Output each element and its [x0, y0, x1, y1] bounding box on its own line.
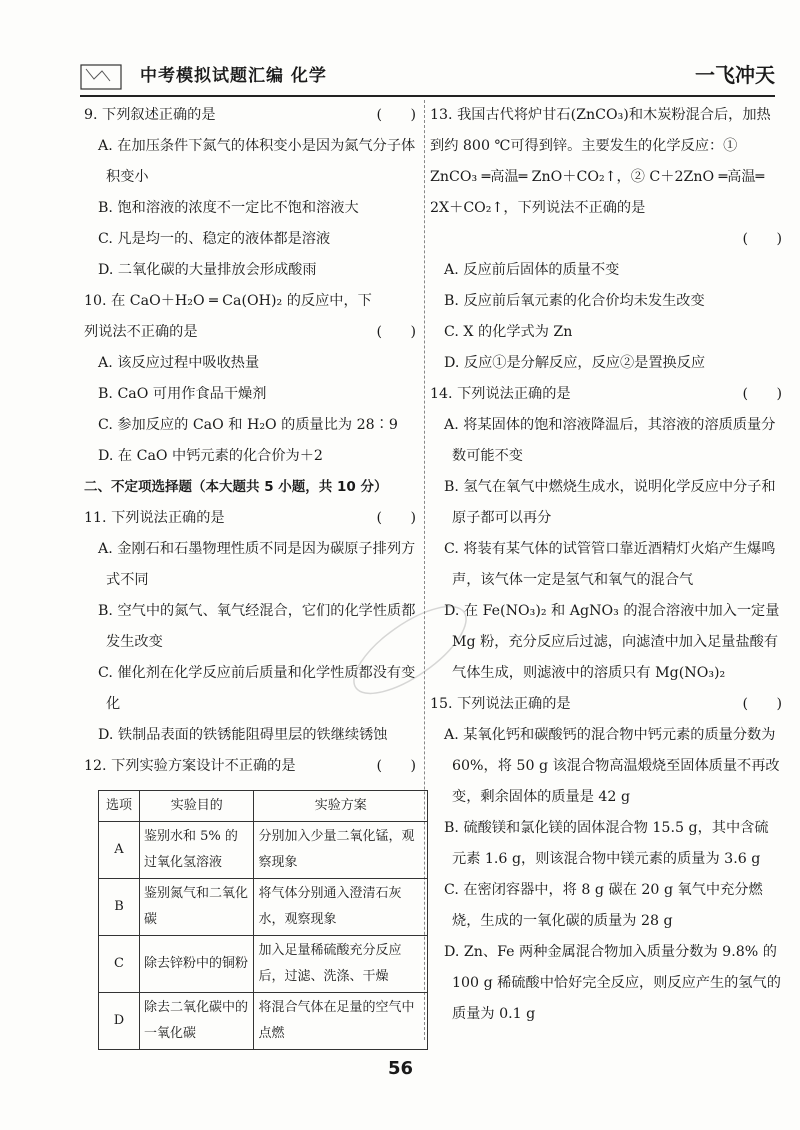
option-d: D. 二氧化碳的大量排放会形成酸雨 — [98, 262, 317, 278]
answer-paren: ( ) — [376, 324, 416, 340]
table-row — [99, 822, 428, 879]
table-cell: C — [99, 936, 140, 993]
answer-paren: ( ) — [376, 758, 416, 774]
option-c: C. 凡是均一的、稳定的液体都是溶液 — [98, 231, 331, 247]
table-cell: 将气体分别通入澄清石灰水，观察现象 — [254, 879, 428, 936]
option-d: D. 反应①是分解反应，反应②是置换反应 — [444, 355, 706, 371]
table-header-row — [99, 791, 428, 822]
answer-paren: ( ) — [376, 107, 416, 123]
question-stem: 10. 在 CaO＋H₂O ═ Ca(OH)₂ 的反应中，下列说法不正确的是 — [84, 293, 372, 340]
table-header: 实验方案 — [254, 791, 428, 822]
page-header — [80, 55, 775, 95]
answer-paren: ( ) — [742, 696, 782, 712]
table-cell: B — [99, 879, 140, 936]
option-c: C. 在密闭容器中，将 8 g 碳在 20 g 氧气中充分燃烧，生成的一氧化碳的质量为 28 g — [444, 882, 763, 929]
table-cell: 鉴别氮气和二氧化碳 — [140, 879, 254, 936]
table-cell: D — [99, 993, 140, 1050]
header-rule — [80, 95, 775, 97]
page-number: 56 — [388, 1058, 414, 1079]
option-a: A. 某氧化钙和碳酸钙的混合物中钙元素的质量分数为 60%，将 50 g 该混合物高温煅烧至固体质量不再改变，剩余固体的质量是 42 g — [444, 727, 780, 805]
table-cell: 除去锌粉中的铜粉 — [140, 936, 254, 993]
question-9 — [84, 100, 416, 286]
question-stem: 11. 下列说法正确的是 — [84, 510, 225, 526]
option-a: A. 在加压条件下氮气的体积变小是因为氮气分子体积变小 — [98, 138, 416, 185]
table-row — [99, 936, 428, 993]
option-b: B. 硫酸镁和氯化镁的固体混合物 15.5 g，其中含硫元素 1.6 g，则该混合物中镁元素的质量为 3.6 g — [444, 820, 769, 867]
table-cell: 将混合气体在足量的空气中点燃 — [254, 993, 428, 1050]
table-row — [99, 993, 428, 1050]
experiment-table — [98, 790, 428, 1050]
table-cell: A — [99, 822, 140, 879]
table-cell: 加入足量稀硫酸充分反应后，过滤、洗涤、干燥 — [254, 936, 428, 993]
option-a: A. 金刚石和石墨物理性质不同是因为碳原子排列方式不同 — [98, 541, 416, 588]
option-d: D. Zn、Fe 两种金属混合物加入质量分数为 9.8% 的 100 g 稀硫酸中恰好完全反应，则反应产生的氢气的质量为 0.1 g — [444, 944, 781, 1022]
table-cell: 除去二氧化碳中的一氧化碳 — [140, 993, 254, 1050]
option-b: B. 饱和溶液的浓度不一定比不饱和溶液大 — [98, 200, 359, 216]
table-header: 选项 — [99, 791, 140, 822]
option-b: B. CaO 可用作食品干燥剂 — [98, 386, 267, 402]
question-10 — [84, 286, 416, 472]
answer-paren: ( ) — [376, 510, 416, 526]
question-stem: 12. 下列实验方案设计不正确的是 — [84, 758, 296, 774]
right-column — [430, 100, 782, 1030]
brand-logo: 一飞冲天 — [695, 63, 775, 87]
option-a: A. 该反应过程中吸收热量 — [98, 355, 260, 371]
table-row — [99, 879, 428, 936]
question-12 — [84, 751, 416, 1050]
question-stem: 9. 下列叙述正确的是 — [84, 107, 216, 123]
option-b: B. 氢气在氧气中燃烧生成水，说明化学反应中分子和原子都可以再分 — [444, 479, 776, 526]
section-heading: 二、不定项选择题（本大题共 5 小题，共 10 分） — [84, 479, 388, 495]
question-15 — [430, 689, 782, 1030]
table-header: 实验目的 — [140, 791, 254, 822]
answer-paren: ( ) — [742, 231, 782, 247]
option-a: A. 反应前后固体的质量不变 — [444, 262, 620, 278]
answer-paren: ( ) — [742, 386, 782, 402]
option-d: D. 在 Fe(NO₃)₂ 和 AgNO₃ 的混合溶液中加入一定量 Mg 粉，充分反应后过滤，向滤渣中加入足量盐酸有气体生成，则滤液中的溶质只有 Mg(NO₃)₂ — [444, 603, 780, 681]
option-a: A. 将某固体的饱和溶液降温后，其溶液的溶质质量分数可能不变 — [444, 417, 776, 464]
table-cell: 分别加入少量二氧化锰，观察现象 — [254, 822, 428, 879]
left-column — [84, 100, 416, 1050]
option-c: C. 将装有某气体的试管管口靠近酒精灯火焰产生爆鸣声，该气体一定是氢气和氧气的混合气 — [444, 541, 776, 588]
book-logo-icon — [80, 59, 124, 91]
book-title: 中考模拟试题汇编 化学 — [140, 66, 327, 86]
option-b: B. 反应前后氧元素的化合价均未发生改变 — [444, 293, 705, 309]
option-b: B. 空气中的氮气、氧气经混合，它们的化学性质都发生改变 — [98, 603, 416, 650]
option-c: C. X 的化学式为 Zn — [444, 324, 573, 340]
table-cell: 鉴别水和 5% 的过氧化氢溶液 — [140, 822, 254, 879]
question-14 — [430, 379, 782, 689]
option-d: D. 在 CaO 中钙元素的化合价为＋2 — [98, 448, 323, 464]
question-stem: 15. 下列说法正确的是 — [430, 696, 571, 712]
option-d: D. 铁制品表面的铁锈能阻碍里层的铁继续锈蚀 — [98, 727, 388, 743]
question-11 — [84, 503, 416, 751]
question-stem: 13. 我国古代将炉甘石(ZnCO₃)和木炭粉混合后，加热到约 800 ℃可得到锌。主要发生的化学反应：① ZnCO₃ ═高温═ ZnO＋CO₂↑，② C＋2ZnO ═高温═ 2X＋CO₂↑，下列说法不正确的是 — [430, 107, 771, 216]
question-stem: 14. 下列说法正确的是 — [430, 386, 571, 402]
question-13 — [430, 100, 782, 379]
option-c: C. 参加反应的 CaO 和 H₂O 的质量比为 28∶9 — [98, 417, 398, 433]
option-c: C. 催化剂在化学反应前后质量和化学性质都没有变化 — [98, 665, 416, 712]
